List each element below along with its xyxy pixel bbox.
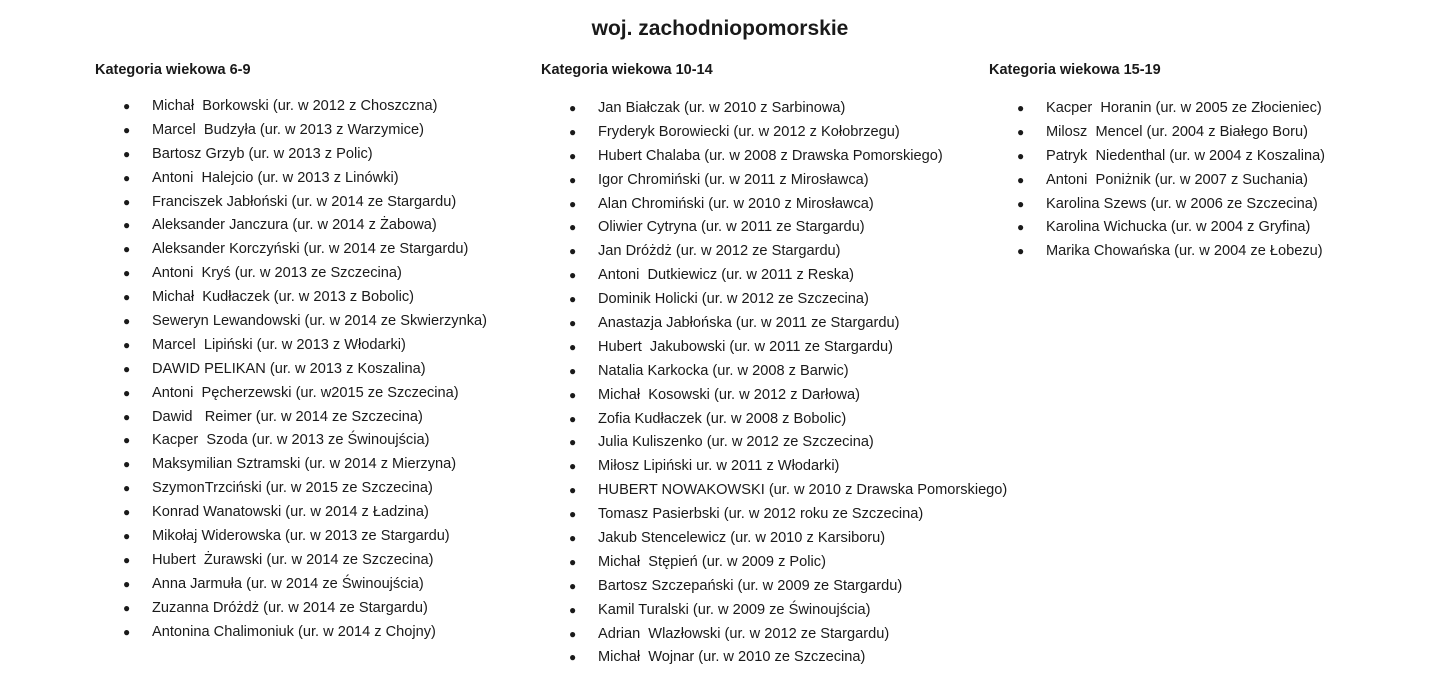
bullet-icon: ● xyxy=(123,457,131,472)
list-item xyxy=(541,121,981,145)
bullet-icon: ● xyxy=(123,600,131,615)
list-item xyxy=(541,599,981,623)
participant-entry: Maksymilian Sztramski (ur. w 2014 z Mierzyna) xyxy=(152,456,457,473)
list-item xyxy=(95,453,535,477)
list-item xyxy=(541,408,981,432)
participant-entry: HUBERT NOWAKOWSKI (ur. w 2010 z Drawska Pomorskiego) xyxy=(598,482,1008,499)
list-item xyxy=(95,286,535,310)
bullet-icon: ● xyxy=(123,266,131,281)
bullet-icon: ● xyxy=(123,361,131,376)
bullet-icon: ● xyxy=(123,552,131,567)
list-item xyxy=(541,646,981,670)
participant-entry: Patryk Niedenthal (ur. w 2004 z Koszalina) xyxy=(1046,147,1326,164)
bullet-icon: ● xyxy=(123,624,131,639)
bullet-icon: ● xyxy=(569,435,577,450)
list-item xyxy=(541,384,981,408)
list-item xyxy=(989,193,1429,217)
list-item xyxy=(95,262,535,286)
bullet-icon: ● xyxy=(569,554,577,569)
list-item xyxy=(95,549,535,573)
bullet-icon: ● xyxy=(569,483,577,498)
list-item xyxy=(541,455,981,479)
bullet-icon: ● xyxy=(569,411,577,426)
list-item xyxy=(95,167,535,191)
participant-entry: Dominik Holicki (ur. w 2012 ze Szczecina) xyxy=(598,291,869,308)
list-item xyxy=(95,525,535,549)
list-item xyxy=(95,191,535,215)
participant-entry: Marcel Budzyła (ur. w 2013 z Warzymice) xyxy=(152,121,424,138)
participant-entry: Tomasz Pasierbski (ur. w 2012 roku ze Szczecina) xyxy=(598,506,924,523)
bullet-icon: ● xyxy=(123,529,131,544)
list-item xyxy=(989,240,1429,264)
list-item xyxy=(541,551,981,575)
list-item xyxy=(541,527,981,551)
participant-entry: Hubert Żurawski (ur. w 2014 ze Szczecina) xyxy=(152,551,434,568)
bullet-icon: ● xyxy=(569,172,577,187)
bullet-icon: ● xyxy=(569,196,577,211)
participant-entry: Aleksander Korczyński (ur. w 2014 ze Stargardu) xyxy=(152,241,469,258)
bullet-icon: ● xyxy=(1017,244,1025,259)
bullet-icon: ● xyxy=(123,314,131,329)
participant-list xyxy=(95,95,535,644)
list-item xyxy=(95,358,535,382)
bullet-icon: ● xyxy=(569,578,577,593)
participant-entry: Konrad Wanatowski (ur. w 2014 z Ładzina) xyxy=(152,504,429,521)
list-item xyxy=(95,406,535,430)
list-item xyxy=(95,597,535,621)
participant-entry: Antoni Poniżnik (ur. w 2007 z Suchania) xyxy=(1046,171,1309,188)
list-item xyxy=(95,214,535,238)
list-item xyxy=(541,240,981,264)
participant-entry: Marcel Lipiński (ur. w 2013 z Włodarki) xyxy=(152,336,406,353)
participant-entry: Miłosz Lipiński ur. w 2011 z Włodarki) xyxy=(598,458,840,475)
bullet-icon: ● xyxy=(569,507,577,522)
bullet-icon: ● xyxy=(123,481,131,496)
participant-entry: Antonina Chalimoniuk (ur. w 2014 z Chojny) xyxy=(152,623,436,640)
list-item xyxy=(95,95,535,119)
list-item xyxy=(95,334,535,358)
bullet-icon: ● xyxy=(569,220,577,235)
participant-list xyxy=(541,97,1008,670)
bullet-icon: ● xyxy=(123,218,131,233)
list-item xyxy=(95,238,535,262)
participant-entry: Kamil Turalski (ur. w 2009 ze Świnoujścia) xyxy=(598,601,871,618)
list-item xyxy=(95,621,535,645)
age-category-column-15-19 xyxy=(989,60,1429,264)
list-item xyxy=(541,169,981,193)
participant-entry: Dawid Reimer (ur. w 2014 ze Szczecina) xyxy=(152,408,423,425)
participant-entry: Aleksander Janczura (ur. w 2014 z Żabowa) xyxy=(152,217,437,234)
bullet-icon: ● xyxy=(569,148,577,163)
participant-list xyxy=(989,97,1429,264)
list-item xyxy=(95,429,535,453)
list-item xyxy=(541,312,981,336)
age-category-column-6-9 xyxy=(95,60,535,644)
participant-entry: Antoni Halejcio (ur. w 2013 z Linówki) xyxy=(152,169,399,186)
participant-entry: Bartosz Grzyb (ur. w 2013 z Polic) xyxy=(152,145,373,162)
bullet-icon: ● xyxy=(123,242,131,257)
participant-entry: Natalia Karkocka (ur. w 2008 z Barwic) xyxy=(598,362,849,379)
participant-entry: Fryderyk Borowiecki (ur. w 2012 z Kołobrzegu) xyxy=(598,123,900,140)
participant-entry: Marika Chowańska (ur. w 2004 ze Łobezu) xyxy=(1046,243,1323,260)
participant-entry: Jan Dróżdż (ur. w 2012 ze Stargardu) xyxy=(598,243,841,260)
bullet-icon: ● xyxy=(569,531,577,546)
list-item xyxy=(541,264,981,288)
participant-entry: Karolina Wichucka (ur. w 2004 z Gryfina) xyxy=(1046,219,1311,236)
bullet-icon: ● xyxy=(569,339,577,354)
participant-entry: Anastazja Jabłońska (ur. w 2011 ze Stargardu) xyxy=(598,315,900,332)
list-item xyxy=(989,216,1429,240)
bullet-icon: ● xyxy=(569,626,577,641)
list-item xyxy=(95,501,535,525)
participant-entry: Franciszek Jabłoński (ur. w 2014 ze Stargardu) xyxy=(152,193,457,210)
participant-entry: Seweryn Lewandowski (ur. w 2014 ze Skwierzynka) xyxy=(152,313,487,330)
participant-entry: Antoni Kryś (ur. w 2013 ze Szczecina) xyxy=(152,265,402,282)
list-item xyxy=(95,143,535,167)
participant-entry: Anna Jarmuła (ur. w 2014 ze Świnoujścia) xyxy=(152,575,424,592)
bullet-icon: ● xyxy=(123,433,131,448)
participant-entry: DAWID PELIKAN (ur. w 2013 z Koszalina) xyxy=(152,360,426,377)
bullet-icon: ● xyxy=(569,268,577,283)
list-item xyxy=(541,575,981,599)
participant-entry: Bartosz Szczepański (ur. w 2009 ze Stargardu) xyxy=(598,577,903,594)
bullet-icon: ● xyxy=(1017,124,1025,139)
bullet-icon: ● xyxy=(1017,220,1025,235)
participant-entry: Hubert Chalaba (ur. w 2008 z Drawska Pomorskiego) xyxy=(598,147,943,164)
bullet-icon: ● xyxy=(569,650,577,665)
page-title: woj. zachodniopomorskie xyxy=(591,17,849,40)
participant-entry: Antoni Pęcherzewski (ur. w2015 ze Szczecina) xyxy=(152,384,459,401)
list-item xyxy=(541,216,981,240)
bullet-icon: ● xyxy=(123,576,131,591)
participant-entry: Zofia Kudłaczek (ur. w 2008 z Bobolic) xyxy=(598,410,847,427)
list-item xyxy=(541,479,1008,503)
participant-entry: Mikołaj Widerowska (ur. w 2013 ze Stargardu) xyxy=(152,528,450,545)
bullet-icon: ● xyxy=(123,194,131,209)
list-item xyxy=(541,288,981,312)
bullet-icon: ● xyxy=(569,363,577,378)
column-heading: Kategoria wiekowa 6-9 xyxy=(95,62,251,78)
participant-entry: Michał Stępień (ur. w 2009 z Polic) xyxy=(598,553,826,570)
participant-entry: Milosz Mencel (ur. 2004 z Białego Boru) xyxy=(1046,123,1308,140)
participant-entry: Kacper Horanin (ur. w 2005 ze Złocieniec) xyxy=(1046,100,1322,116)
participant-entry: Alan Chromiński (ur. w 2010 z Mirosławca) xyxy=(598,195,874,212)
participant-entry: Oliwier Cytryna (ur. w 2011 ze Stargardu) xyxy=(598,219,865,236)
participant-entry: Igor Chromiński (ur. w 2011 z Mirosławca) xyxy=(598,171,869,188)
participant-entry: Karolina Szews (ur. w 2006 ze Szczecina) xyxy=(1046,195,1318,212)
bullet-icon: ● xyxy=(123,146,131,161)
bullet-icon: ● xyxy=(123,290,131,305)
bullet-icon: ● xyxy=(569,459,577,474)
bullet-icon: ● xyxy=(123,409,131,424)
bullet-icon: ● xyxy=(569,602,577,617)
bullet-icon: ● xyxy=(123,385,131,400)
list-item xyxy=(989,145,1429,169)
column-heading: Kategoria wiekowa 10-14 xyxy=(541,62,713,78)
bullet-icon: ● xyxy=(1017,196,1025,211)
list-item xyxy=(989,97,1429,121)
participant-entry: SzymonTrzciński (ur. w 2015 ze Szczecina) xyxy=(152,480,433,497)
list-item xyxy=(541,623,981,647)
bullet-icon: ● xyxy=(123,170,131,185)
list-item xyxy=(989,121,1429,145)
list-item xyxy=(541,97,981,121)
participant-entry: Michał Kosowski (ur. w 2012 z Darłowa) xyxy=(598,386,860,403)
participant-entry: Michał Wojnar (ur. w 2010 ze Szczecina) xyxy=(598,649,866,666)
bullet-icon: ● xyxy=(569,387,577,402)
participant-entry: Antoni Dutkiewicz (ur. w 2011 z Reska) xyxy=(598,267,855,284)
participant-entry: Jan Białczak (ur. w 2010 z Sarbinowa) xyxy=(598,100,846,116)
bullet-icon: ● xyxy=(1017,172,1025,187)
bullet-icon: ● xyxy=(569,101,577,115)
participant-entry: Kacper Szoda (ur. w 2013 ze Świnoujścia) xyxy=(152,432,430,449)
bullet-icon: ● xyxy=(123,99,131,113)
list-item xyxy=(95,119,535,143)
bullet-icon: ● xyxy=(123,505,131,520)
participant-entry: Adrian Wlazłowski (ur. w 2012 ze Stargardu) xyxy=(598,625,890,642)
list-item xyxy=(989,169,1429,193)
list-item xyxy=(95,310,535,334)
list-item xyxy=(541,360,981,384)
list-item xyxy=(541,431,981,455)
bullet-icon: ● xyxy=(1017,148,1025,163)
bullet-icon: ● xyxy=(569,316,577,331)
list-item xyxy=(95,573,535,597)
participant-entry: Hubert Jakubowski (ur. w 2011 ze Stargardu) xyxy=(598,338,893,355)
participant-entry: Michał Kudłaczek (ur. w 2013 z Bobolic) xyxy=(152,289,414,306)
list-item xyxy=(541,336,981,360)
age-category-column-10-14 xyxy=(541,60,1008,670)
bullet-icon: ● xyxy=(569,292,577,307)
list-item xyxy=(95,382,535,406)
participant-entry: Julia Kuliszenko (ur. w 2012 ze Szczecina) xyxy=(598,434,874,451)
bullet-icon: ● xyxy=(1017,101,1025,115)
bullet-icon: ● xyxy=(569,124,577,139)
column-heading: Kategoria wiekowa 15-19 xyxy=(989,62,1161,78)
participant-entry: Zuzanna Dróżdż (ur. w 2014 ze Stargardu) xyxy=(152,599,428,616)
list-item xyxy=(541,503,981,527)
bullet-icon: ● xyxy=(123,337,131,352)
bullet-icon: ● xyxy=(569,244,577,259)
list-item xyxy=(541,145,981,169)
participant-entry: Jakub Stencelewicz (ur. w 2010 z Karsiboru) xyxy=(598,530,886,547)
list-item xyxy=(541,193,981,217)
bullet-icon: ● xyxy=(123,122,131,137)
list-item xyxy=(95,477,535,501)
participant-entry: Michał Borkowski (ur. w 2012 z Choszczna) xyxy=(152,98,438,114)
